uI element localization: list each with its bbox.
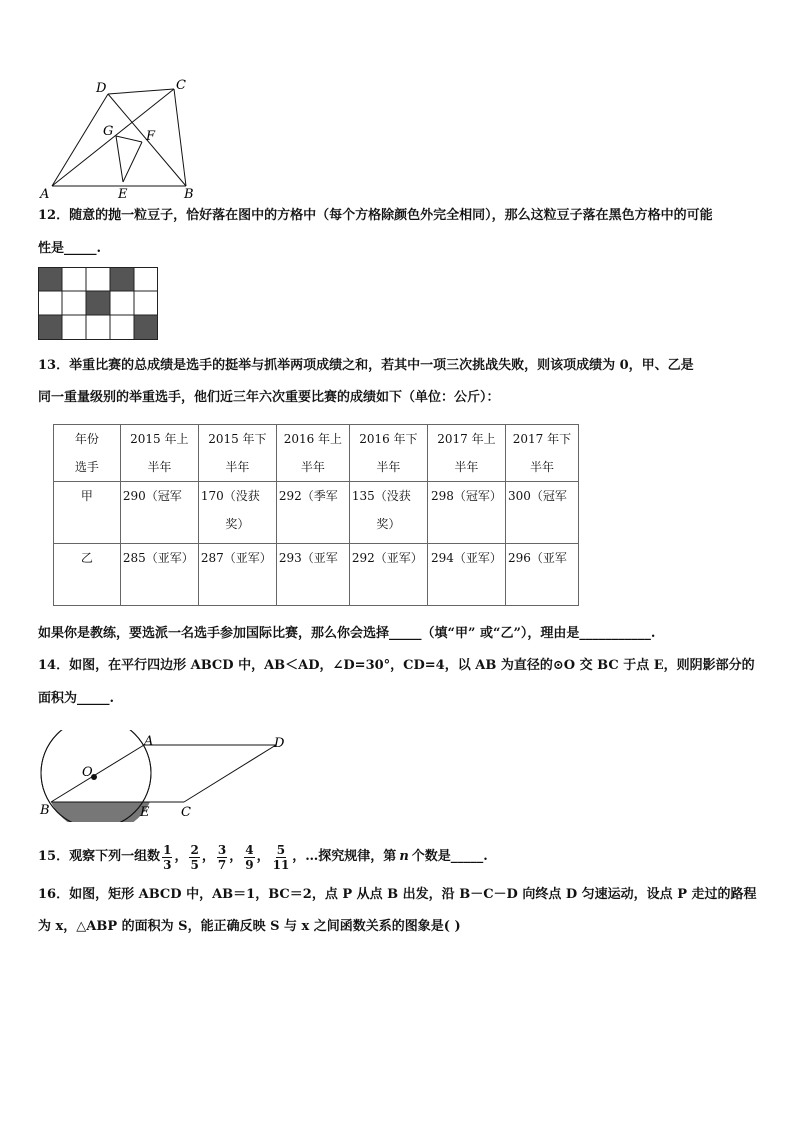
- q16-line1: 16．如图，矩形 ABCD 中，AB＝1，BC＝2，点 P 从点 B 出发，沿 B－C－D 向终点 D 匀速运动，设点 P 走过的路程: [38, 887, 757, 902]
- label-E: E: [118, 187, 128, 200]
- q15-suffix-b: 个数是_____.: [411, 849, 488, 864]
- table-cell: 2016 年下 半年: [349, 425, 427, 482]
- q13-line2: 同一重量级别的举重选手，他们近三年六次重要比赛的成绩如下（单位：公斤）：: [38, 390, 500, 405]
- q12-line1: 12．随意的抛一粒豆子，恰好落在图中的方格中（每个方格除颜色外完全相同），那么这粒豆子落在黑色方格中的可能: [38, 208, 713, 223]
- label-B: B: [40, 803, 50, 818]
- quadrilateral-figure: [36, 74, 206, 200]
- label-E: E: [140, 805, 150, 820]
- table-cell: 296（亚军: [505, 544, 578, 606]
- table-cell: 292（亚军）: [349, 544, 427, 606]
- table-cell: 300（冠军: [505, 482, 578, 544]
- table-row: [54, 482, 579, 544]
- fraction-2: $\frac{2}{5}$: [190, 842, 199, 872]
- label-G: G: [103, 124, 114, 139]
- table-row: [54, 544, 579, 606]
- table-cell: 285（亚军）: [120, 544, 198, 606]
- label-D: D: [96, 81, 107, 96]
- table-cell: 2015 年下 半年: [198, 425, 276, 482]
- fraction-5: $\frac{5}{11}$: [272, 842, 290, 872]
- q14-line1: 14．如图，在平行四边形 ABCD 中，AB＜AD，∠D=30°，CD=4，以 AB 为直径的⊙O 交 BC 于点 E，则阴影部分的: [38, 658, 755, 673]
- label-O: O: [82, 765, 93, 780]
- parallelogram-circle-figure: [36, 730, 296, 822]
- fraction-3: $\frac{3}{7}$: [217, 842, 227, 872]
- table-cell: 2016 年上 半年: [276, 425, 349, 482]
- label-A: A: [40, 187, 50, 200]
- score-table: [53, 424, 579, 606]
- table-cell: 290（冠军: [120, 482, 198, 544]
- q15-suffix-a: ，…探究规律，第: [292, 849, 397, 864]
- q12-line2: 性是_____.: [38, 241, 102, 256]
- table-cell: 293（亚军: [276, 544, 349, 606]
- label-B: B: [184, 187, 194, 200]
- table-cell: 甲: [54, 482, 121, 544]
- grid-figure: [38, 267, 158, 340]
- table-cell: 2017 年下 半年: [505, 425, 578, 482]
- table-cell: 2015 年上 半年: [120, 425, 198, 482]
- table-row: [54, 425, 579, 482]
- label-A: A: [144, 734, 154, 749]
- table-cell: 298（冠军）: [427, 482, 505, 544]
- table-cell: 292（季军: [276, 482, 349, 544]
- table-cell: 2017 年上 半年: [427, 425, 505, 482]
- q13-after: 如果你是教练，要选派一名选手参加国际比赛，那么你会选择_____（填“甲” 或“乙”），理由是___________.: [38, 626, 656, 641]
- q13-line1: 13．举重比赛的总成绩是选手的挺举与抓举两项成绩之和，若其中一项三次挑战失败，则该项成绩为 0，甲、乙是: [38, 358, 694, 373]
- label-C: C: [181, 805, 191, 820]
- table-cell: 年份 选手: [54, 425, 121, 482]
- table-cell: 287（亚军）: [198, 544, 276, 606]
- table-cell: 乙: [54, 544, 121, 606]
- fraction-4: $\frac{4}{9}$: [245, 842, 254, 872]
- table-cell: 135（没获 奖）: [349, 482, 427, 544]
- q14-line2: 面积为_____.: [38, 691, 115, 706]
- label-D: D: [274, 736, 285, 751]
- q15-prefix: 15．观察下列一组数: [38, 849, 161, 864]
- fraction-1: $\frac{1}{3}$: [163, 842, 172, 872]
- q16-line2: 为 x，△ABP 的面积为 S，能正确反映 S 与 x 之间函数关系的图象是( ): [38, 919, 461, 934]
- q15-n: n: [399, 849, 409, 864]
- table-cell: 170（没获 奖）: [198, 482, 276, 544]
- label-C: C: [176, 78, 186, 93]
- table-cell: 294（亚军）: [427, 544, 505, 606]
- label-F: F: [146, 129, 156, 144]
- q15-line: 15．观察下列一组数 $\frac{1}{3}$ ， $\frac{2}{5}$ ， $\frac{3}{7}$ ， $\frac{4}{9}$ ， $\frac{5}{11}$ ，…探究规律，第 n 个数是_____.: [38, 838, 488, 876]
